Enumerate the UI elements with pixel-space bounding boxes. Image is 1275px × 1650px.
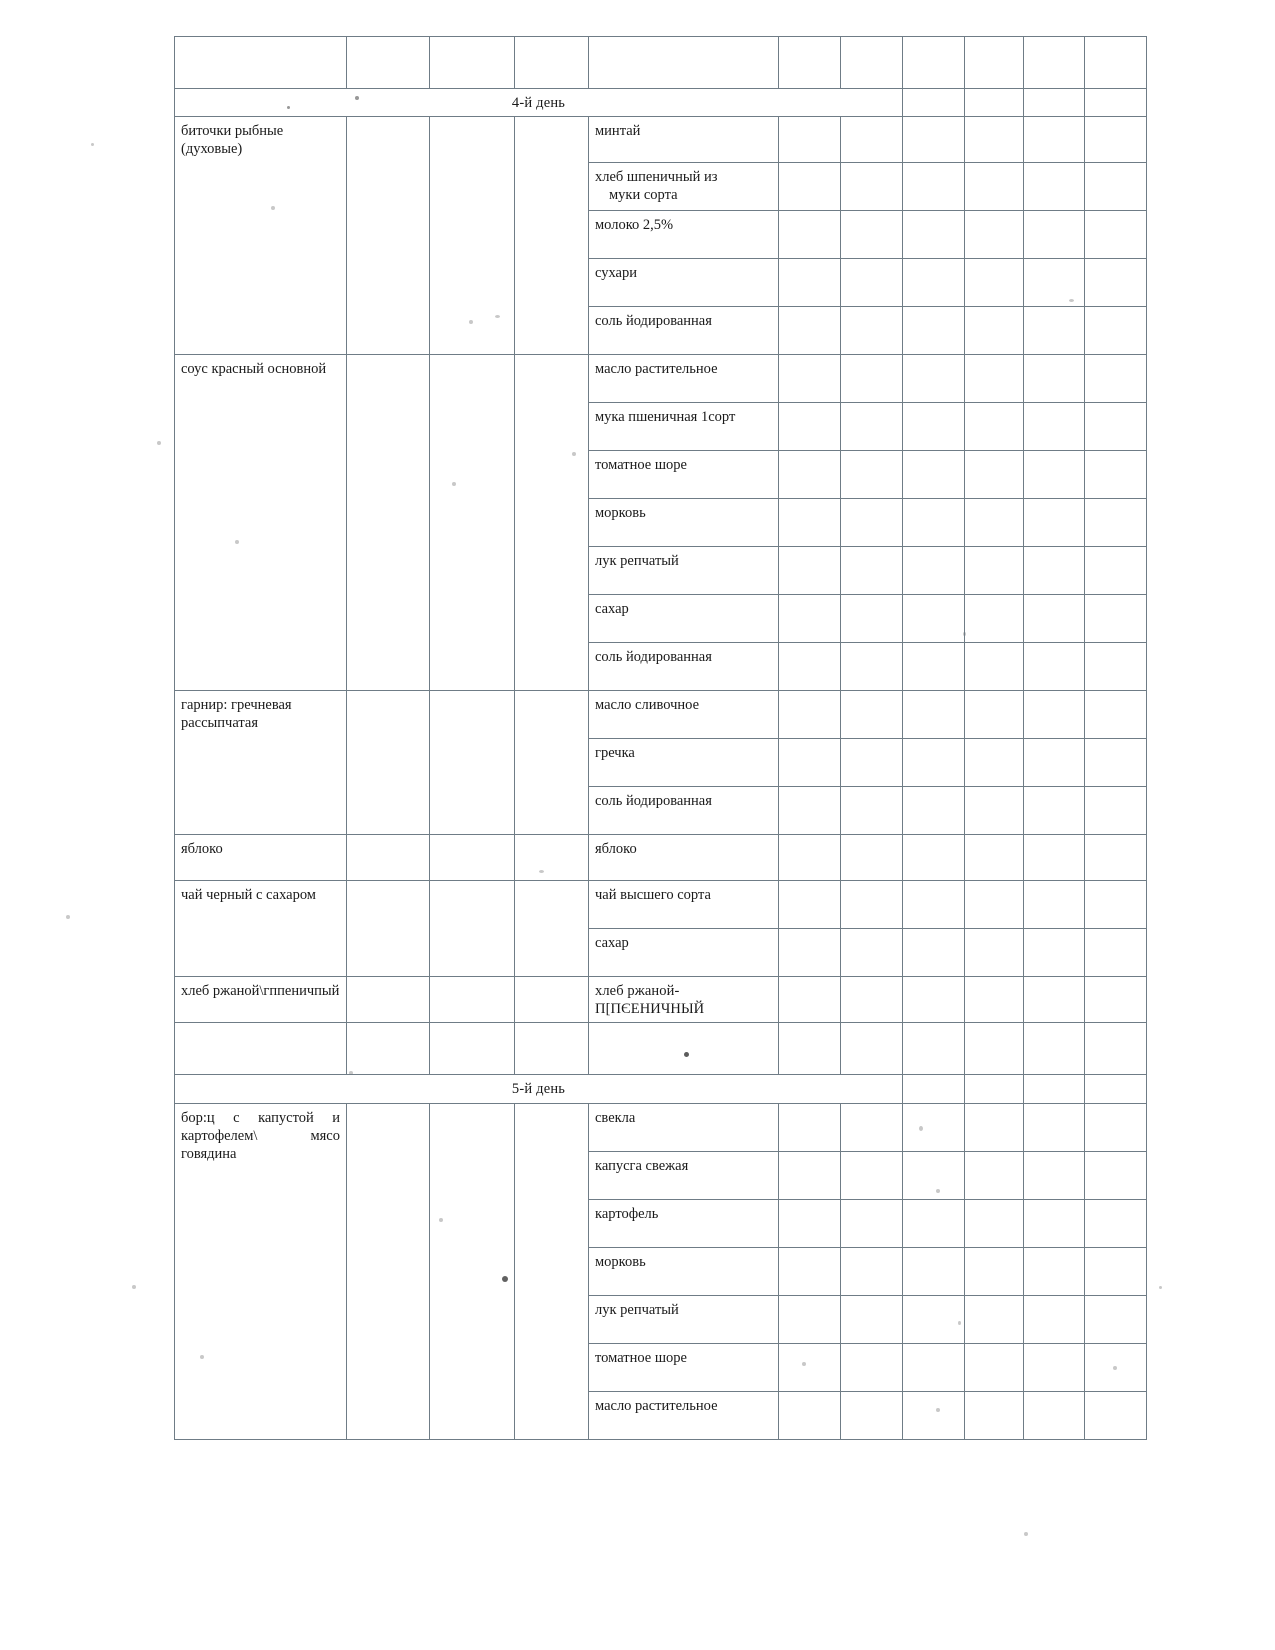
- cell-ingredient: сахар: [589, 929, 779, 977]
- cell-col7: [903, 89, 965, 117]
- cell-ingredient: [589, 37, 779, 89]
- cell-ingredient: яблоко: [589, 835, 779, 881]
- cell-col7: [903, 1199, 965, 1247]
- cell-col8: [965, 835, 1024, 881]
- cell-col3: [515, 691, 589, 835]
- cell-col6: [841, 739, 903, 787]
- cell-ingredient: соль йодированная: [589, 787, 779, 835]
- cell-col9: [1024, 1295, 1085, 1343]
- cell-col9: [1024, 787, 1085, 835]
- cell-col5: [779, 835, 841, 881]
- cell-col6: [841, 307, 903, 355]
- cell-col7: [903, 547, 965, 595]
- cell-col7: [903, 451, 965, 499]
- cell-col6: [841, 1151, 903, 1199]
- cell-col6: [841, 643, 903, 691]
- cell-col5: [779, 307, 841, 355]
- cell-col6: [841, 211, 903, 259]
- cell-col3: [515, 355, 589, 691]
- day-header-label: 4-й день: [175, 89, 903, 117]
- cell-col10: [1085, 1391, 1147, 1439]
- cell-ingredient: соль йодированная: [589, 307, 779, 355]
- cell-col9: [1024, 451, 1085, 499]
- cell-col10: [1085, 1295, 1147, 1343]
- cell-col5: [779, 1199, 841, 1247]
- cell-col10: [1085, 1103, 1147, 1151]
- cell-col10: [1085, 211, 1147, 259]
- table-row: [175, 1023, 1147, 1075]
- cell-col8: [965, 787, 1024, 835]
- cell-col5: [779, 403, 841, 451]
- cell-col10: [1085, 1247, 1147, 1295]
- cell-col9: [1024, 547, 1085, 595]
- menu-table: [174, 36, 1147, 1440]
- cell-col7: [903, 1151, 965, 1199]
- cell-col7: [903, 643, 965, 691]
- cell-col10: [1085, 977, 1147, 1023]
- cell-col6: [841, 1343, 903, 1391]
- cell-col10: [1085, 739, 1147, 787]
- cell-col8: [965, 691, 1024, 739]
- cell-ingredient: молоко 2,5%: [589, 211, 779, 259]
- cell-col8: [965, 1023, 1024, 1075]
- cell-col7: [903, 1391, 965, 1439]
- cell-col7: [903, 307, 965, 355]
- cell-col9: [1024, 1023, 1085, 1075]
- cell-col3: [515, 977, 589, 1023]
- cell-col7: [903, 739, 965, 787]
- cell-dish: биточки рыбные (духовые): [175, 117, 347, 355]
- cell-col10: [1085, 1343, 1147, 1391]
- cell-col6: [841, 1023, 903, 1075]
- cell-dish: соус красный основной: [175, 355, 347, 691]
- day-header-label: 5-й день: [175, 1075, 903, 1103]
- cell-col5: [779, 211, 841, 259]
- table-row: [175, 37, 1147, 89]
- cell-col9: [1024, 1247, 1085, 1295]
- cell-col6: [841, 595, 903, 643]
- cell-col9: [1024, 117, 1085, 163]
- cell-col9: [1024, 835, 1085, 881]
- cell-col9: [1024, 355, 1085, 403]
- cell-col10: [1085, 37, 1147, 89]
- cell-col7: [903, 211, 965, 259]
- scan-speck: [91, 143, 94, 146]
- cell-col1: [347, 977, 430, 1023]
- cell-ingredient: морковь: [589, 499, 779, 547]
- cell-col3: [515, 881, 589, 977]
- cell-col5: [779, 1103, 841, 1151]
- cell-col9: [1024, 37, 1085, 89]
- cell-col8: [965, 451, 1024, 499]
- cell-col6: [841, 1295, 903, 1343]
- cell-ingredient: капусга свежая: [589, 1151, 779, 1199]
- cell-col5: [779, 929, 841, 977]
- cell-col2: [430, 1103, 515, 1439]
- cell-col8: [965, 1391, 1024, 1439]
- cell-col7: [903, 787, 965, 835]
- cell-col10: [1085, 1151, 1147, 1199]
- cell-col9: [1024, 977, 1085, 1023]
- cell-col10: [1085, 1199, 1147, 1247]
- cell-col8: [965, 643, 1024, 691]
- cell-col5: [779, 547, 841, 595]
- cell-dish: чай черный с сахаром: [175, 881, 347, 977]
- cell-col5: [779, 787, 841, 835]
- cell-ingredient: томатное шоре: [589, 451, 779, 499]
- cell-col9: [1024, 881, 1085, 929]
- cell-ingredient: [589, 1023, 779, 1075]
- cell-col6: [841, 499, 903, 547]
- cell-col9: [1024, 691, 1085, 739]
- cell-col9: [1024, 89, 1085, 117]
- cell-col6: [841, 1391, 903, 1439]
- cell-col5: [779, 1247, 841, 1295]
- cell-col9: [1024, 211, 1085, 259]
- cell-col9: [1024, 643, 1085, 691]
- cell-col5: [779, 739, 841, 787]
- cell-col10: [1085, 643, 1147, 691]
- cell-col5: [779, 451, 841, 499]
- cell-col6: [841, 1103, 903, 1151]
- cell-dish: яблоко: [175, 835, 347, 881]
- cell-col6: [841, 163, 903, 211]
- cell-col5: [779, 1295, 841, 1343]
- cell-ingredient: масло сливочное: [589, 691, 779, 739]
- cell-col8: [965, 307, 1024, 355]
- cell-col10: [1085, 929, 1147, 977]
- cell-col8: [965, 259, 1024, 307]
- cell-col7: [903, 881, 965, 929]
- cell-col9: [1024, 1343, 1085, 1391]
- cell-ingredient: соль йодированная: [589, 643, 779, 691]
- cell-col5: [779, 977, 841, 1023]
- cell-col2: [430, 835, 515, 881]
- cell-col9: [1024, 1199, 1085, 1247]
- cell-col7: [903, 499, 965, 547]
- cell-col9: [1024, 499, 1085, 547]
- cell-col6: [841, 451, 903, 499]
- cell-col1: [347, 1023, 430, 1075]
- cell-col8: [965, 499, 1024, 547]
- cell-col7: [903, 1295, 965, 1343]
- cell-col3: [515, 37, 589, 89]
- cell-col1: [347, 117, 430, 355]
- cell-col2: [430, 117, 515, 355]
- cell-col9: [1024, 739, 1085, 787]
- cell-col9: [1024, 1103, 1085, 1151]
- cell-col6: [841, 1247, 903, 1295]
- cell-col7: [903, 259, 965, 307]
- cell-col5: [779, 1391, 841, 1439]
- cell-col1: [347, 37, 430, 89]
- cell-col10: [1085, 1075, 1147, 1103]
- cell-col6: [841, 355, 903, 403]
- cell-col9: [1024, 1391, 1085, 1439]
- cell-col10: [1085, 547, 1147, 595]
- cell-ingredient: масло растительное: [589, 355, 779, 403]
- cell-col3: [515, 835, 589, 881]
- cell-col7: [903, 595, 965, 643]
- cell-col10: [1085, 691, 1147, 739]
- cell-ingredient: свекла: [589, 1103, 779, 1151]
- cell-col8: [965, 1075, 1024, 1103]
- cell-col9: [1024, 595, 1085, 643]
- cell-col7: [903, 403, 965, 451]
- cell-col5: [779, 499, 841, 547]
- cell-ingredient: [589, 163, 779, 211]
- cell-dish: хлеб ржаной\гппеничпый: [175, 977, 347, 1023]
- cell-col7: [903, 835, 965, 881]
- cell-ingredient: морковь: [589, 1247, 779, 1295]
- cell-col8: [965, 89, 1024, 117]
- cell-col9: [1024, 259, 1085, 307]
- cell-dish: [175, 37, 347, 89]
- cell-col5: [779, 1343, 841, 1391]
- cell-col7: [903, 117, 965, 163]
- cell-col10: [1085, 163, 1147, 211]
- cell-col2: [430, 355, 515, 691]
- cell-col8: [965, 1199, 1024, 1247]
- cell-col8: [965, 403, 1024, 451]
- cell-col3: [515, 1023, 589, 1075]
- cell-col5: [779, 1151, 841, 1199]
- cell-col10: [1085, 403, 1147, 451]
- cell-dish: бор:ц с капустой и картофелем\ мясо говядина: [175, 1103, 347, 1439]
- cell-col1: [347, 1103, 430, 1439]
- cell-col5: [779, 259, 841, 307]
- cell-col10: [1085, 117, 1147, 163]
- cell-col2: [430, 691, 515, 835]
- cell-col8: [965, 929, 1024, 977]
- cell-col9: [1024, 403, 1085, 451]
- table-row: [175, 835, 1147, 881]
- cell-col10: [1085, 835, 1147, 881]
- scan-speck: [132, 1285, 136, 1289]
- cell-col9: [1024, 1151, 1085, 1199]
- cell-col9: [1024, 1075, 1085, 1103]
- cell-col9: [1024, 307, 1085, 355]
- cell-ingredient: картофель: [589, 1199, 779, 1247]
- cell-col6: [841, 881, 903, 929]
- table-row-day-header: [175, 89, 1147, 117]
- cell-dish: гарнир: гречневая рассыпчатая: [175, 691, 347, 835]
- table-row: [175, 117, 1147, 163]
- cell-col5: [779, 1023, 841, 1075]
- cell-col5: [779, 37, 841, 89]
- cell-col6: [841, 1199, 903, 1247]
- cell-col1: [347, 835, 430, 881]
- cell-col6: [841, 547, 903, 595]
- cell-col8: [965, 595, 1024, 643]
- cell-col10: [1085, 499, 1147, 547]
- cell-col6: [841, 403, 903, 451]
- cell-col7: [903, 1103, 965, 1151]
- cell-col10: [1085, 259, 1147, 307]
- cell-col7: [903, 1343, 965, 1391]
- cell-col8: [965, 163, 1024, 211]
- cell-ingredient: хлеб ржаной-П[ПЄЕНИЧНЫЙ: [589, 977, 779, 1023]
- ingredient-line-1: хлеб шпеничный из: [595, 169, 718, 186]
- cell-col2: [430, 977, 515, 1023]
- cell-col10: [1085, 1023, 1147, 1075]
- scan-speck: [157, 441, 161, 445]
- cell-col8: [965, 1151, 1024, 1199]
- cell-ingredient: мука пшеничная 1сорт: [589, 403, 779, 451]
- scan-speck: [1024, 1532, 1028, 1536]
- table-row-day-header: [175, 1075, 1147, 1103]
- cell-col8: [965, 37, 1024, 89]
- cell-col10: [1085, 787, 1147, 835]
- cell-col5: [779, 163, 841, 211]
- cell-col8: [965, 355, 1024, 403]
- cell-col6: [841, 37, 903, 89]
- cell-ingredient: масло растительное: [589, 1391, 779, 1439]
- cell-col8: [965, 1247, 1024, 1295]
- cell-col10: [1085, 451, 1147, 499]
- cell-col1: [347, 355, 430, 691]
- cell-ingredient: минтай: [589, 117, 779, 163]
- cell-col7: [903, 355, 965, 403]
- cell-col5: [779, 643, 841, 691]
- cell-col8: [965, 739, 1024, 787]
- cell-col5: [779, 355, 841, 403]
- scan-speck: [66, 915, 70, 919]
- cell-col9: [1024, 163, 1085, 211]
- cell-col6: [841, 259, 903, 307]
- cell-col3: [515, 117, 589, 355]
- cell-col2: [430, 1023, 515, 1075]
- cell-col6: [841, 691, 903, 739]
- cell-col6: [841, 977, 903, 1023]
- cell-col6: [841, 929, 903, 977]
- cell-dish: [175, 1023, 347, 1075]
- cell-col7: [903, 1023, 965, 1075]
- cell-col6: [841, 835, 903, 881]
- table-row: [175, 691, 1147, 739]
- cell-col1: [347, 691, 430, 835]
- cell-col2: [430, 37, 515, 89]
- table-row: [175, 1103, 1147, 1151]
- cell-col10: [1085, 881, 1147, 929]
- cell-col2: [430, 881, 515, 977]
- ingredient-line-2: муки сорта: [609, 187, 678, 204]
- cell-col1: [347, 881, 430, 977]
- cell-col10: [1085, 89, 1147, 117]
- cell-col8: [965, 547, 1024, 595]
- cell-ingredient: сухари: [589, 259, 779, 307]
- cell-col7: [903, 929, 965, 977]
- cell-col10: [1085, 355, 1147, 403]
- cell-col7: [903, 163, 965, 211]
- cell-col7: [903, 691, 965, 739]
- cell-col3: [515, 1103, 589, 1439]
- cell-col8: [965, 881, 1024, 929]
- cell-ingredient: лук репчатый: [589, 547, 779, 595]
- cell-ingredient: лук репчатый: [589, 1295, 779, 1343]
- cell-col6: [841, 117, 903, 163]
- cell-col5: [779, 691, 841, 739]
- table-row: [175, 977, 1147, 1023]
- cell-ingredient: гречка: [589, 739, 779, 787]
- cell-col7: [903, 977, 965, 1023]
- cell-col8: [965, 117, 1024, 163]
- cell-col5: [779, 881, 841, 929]
- cell-col8: [965, 1343, 1024, 1391]
- cell-col9: [1024, 929, 1085, 977]
- cell-col7: [903, 1075, 965, 1103]
- table-row: [175, 881, 1147, 929]
- table-row: [175, 355, 1147, 403]
- cell-col8: [965, 977, 1024, 1023]
- cell-col7: [903, 1247, 965, 1295]
- cell-col5: [779, 595, 841, 643]
- cell-col10: [1085, 595, 1147, 643]
- cell-col7: [903, 37, 965, 89]
- cell-ingredient: томатное шоре: [589, 1343, 779, 1391]
- cell-ingredient: чай высшего сорта: [589, 881, 779, 929]
- cell-col5: [779, 117, 841, 163]
- cell-col10: [1085, 307, 1147, 355]
- cell-ingredient: сахар: [589, 595, 779, 643]
- cell-col8: [965, 1103, 1024, 1151]
- scan-speck: [1159, 1286, 1162, 1289]
- cell-col8: [965, 1295, 1024, 1343]
- cell-col6: [841, 787, 903, 835]
- cell-col8: [965, 211, 1024, 259]
